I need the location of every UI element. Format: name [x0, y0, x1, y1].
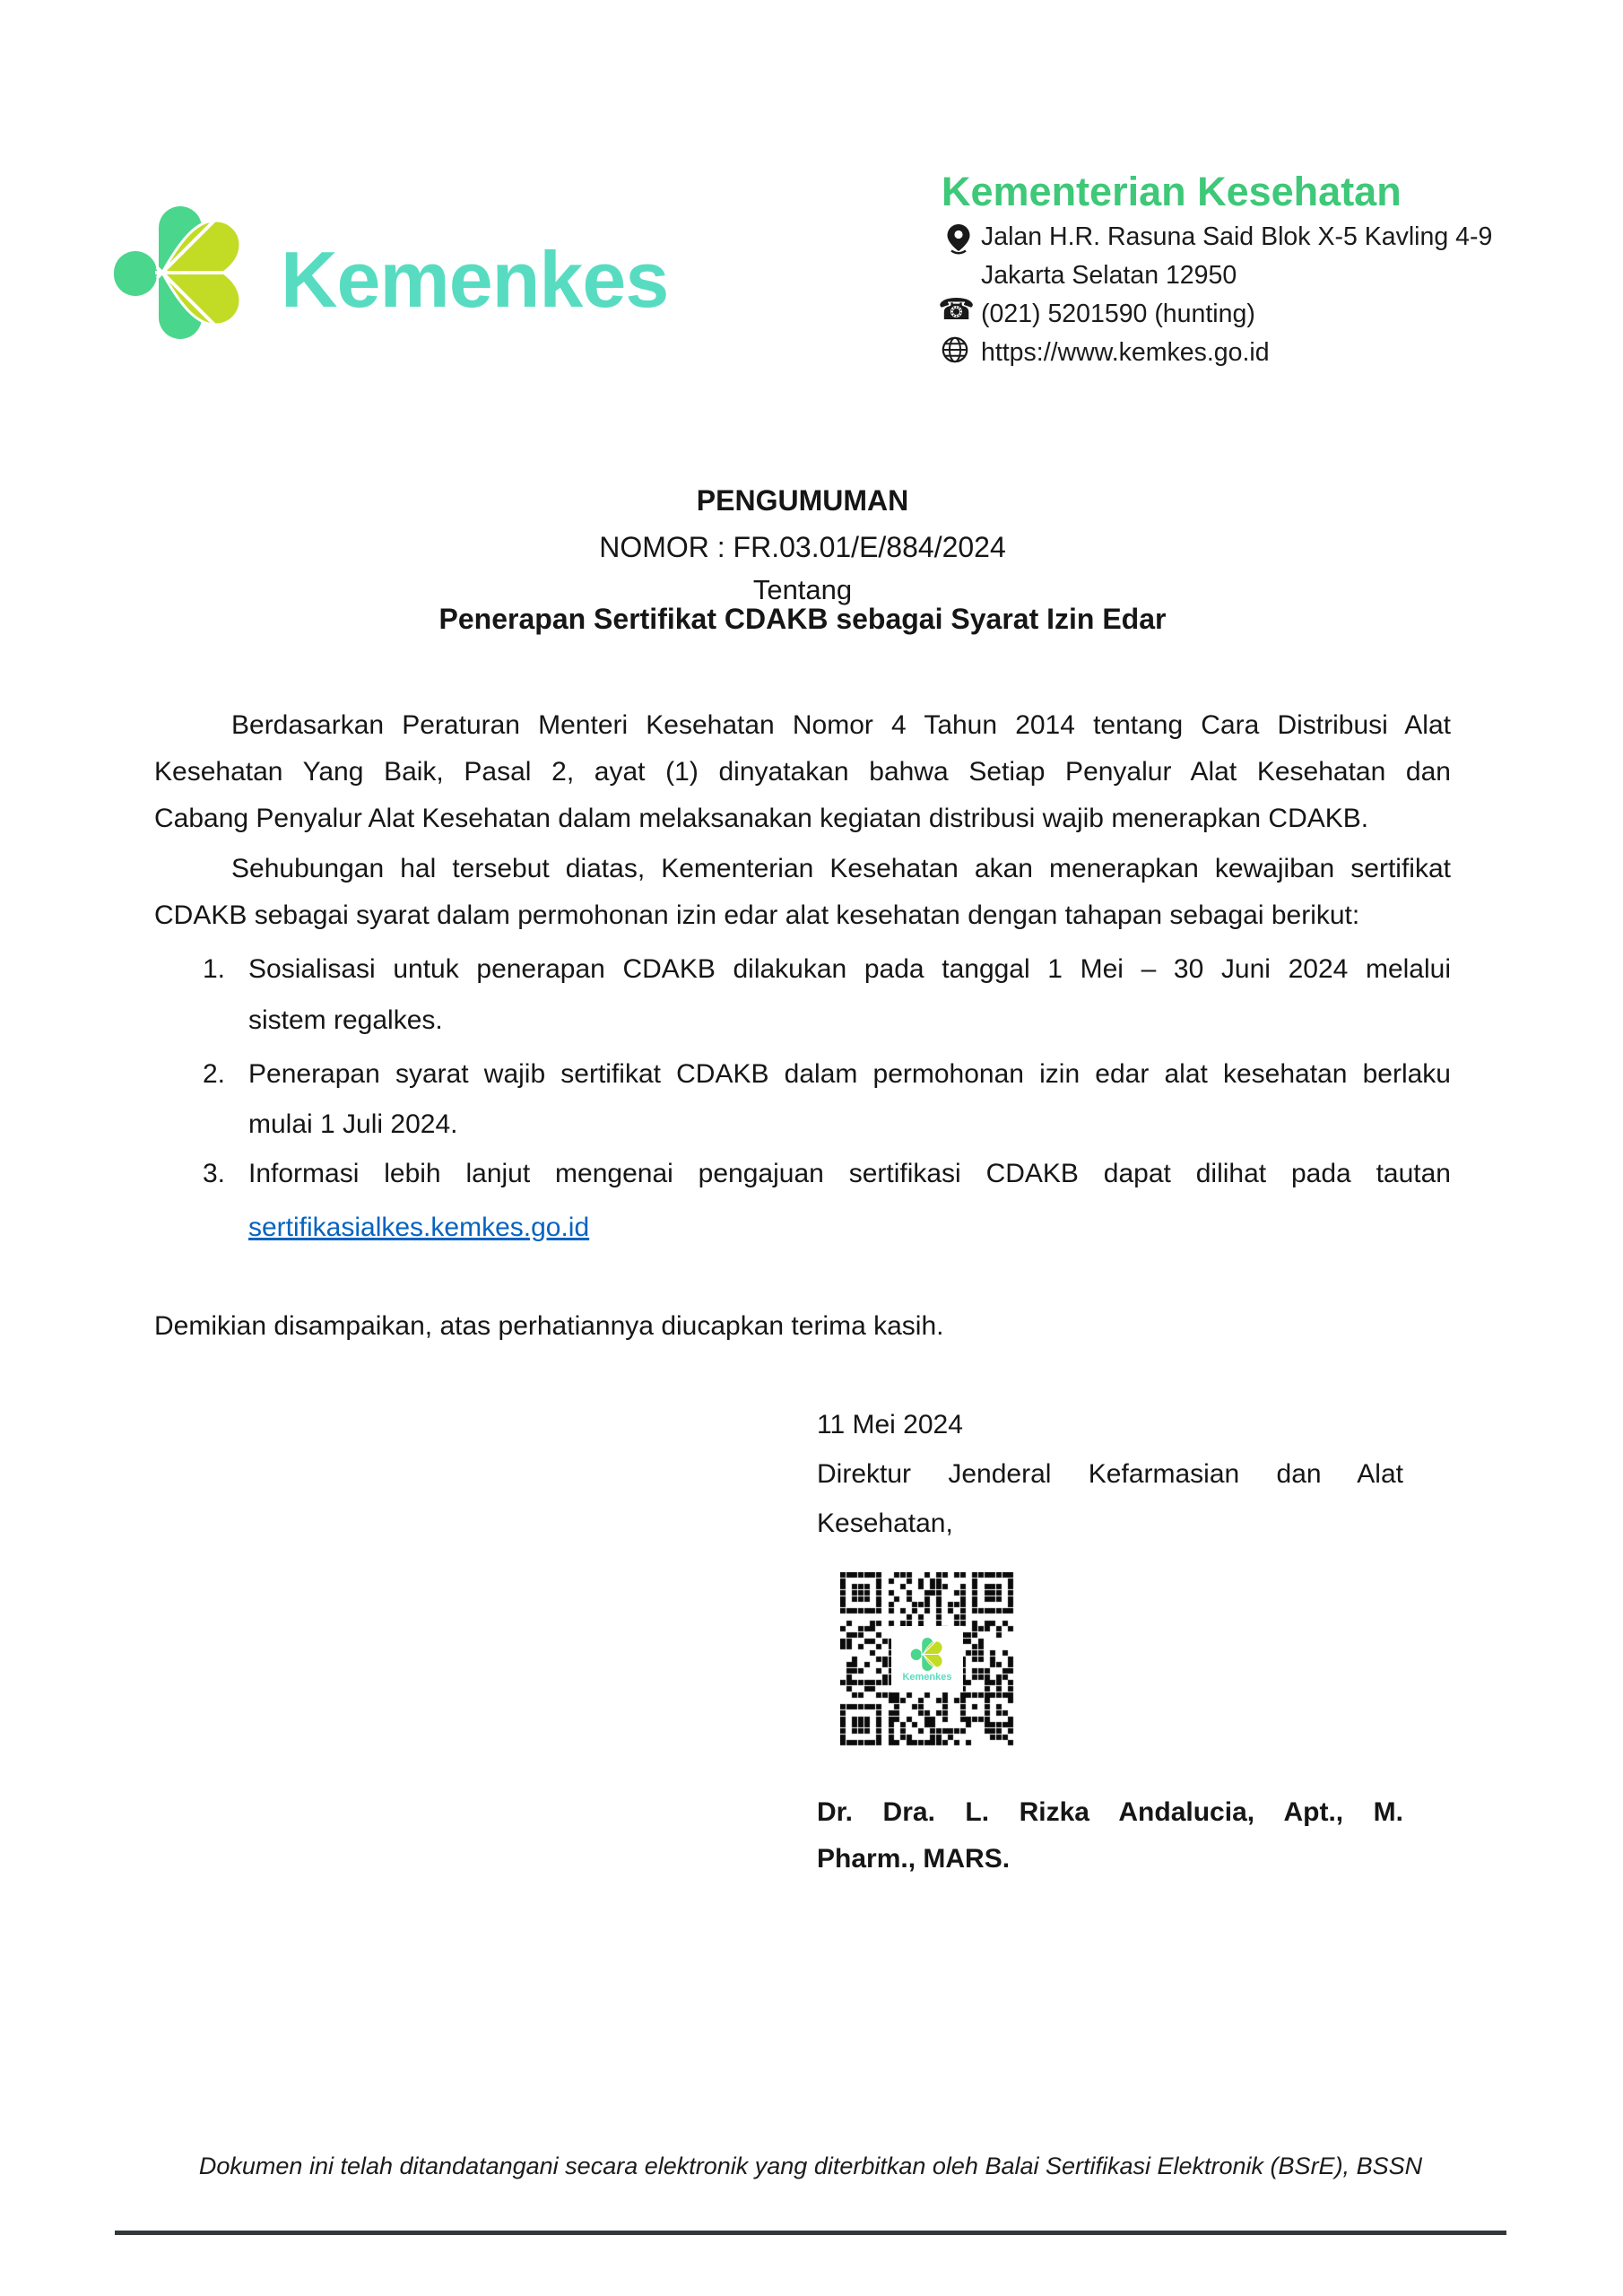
signatory-title-line-1: Direktur Jenderal Kefarmasian dan Alat — [817, 1459, 1403, 1489]
address-line-1: Jalan H.R. Rasuna Said Blok X-5 Kavling 4-9 — [981, 222, 1493, 251]
website-url[interactable]: https://www.kemkes.go.id — [981, 338, 1270, 367]
paragraph-1-line-1: Berdasarkan Peraturan Menteri Kesehatan Nomor 4 Tahun 2014 tentang Cara Distribusi Alat — [231, 710, 1451, 740]
paragraph-1-line-3: Cabang Penyalur Alat Kesehatan dalam melaksanakan kegiatan distribusi wajib menerapkan CDAKB. — [154, 804, 1369, 833]
phone-icon: ☎ — [938, 292, 976, 326]
list-item-2-line-2: mulai 1 Juli 2024. — [248, 1109, 458, 1139]
signatory-name-line-1: Dr. Dra. L. Rizka Andalucia, Apt., M. — [817, 1797, 1403, 1827]
signatory-title-line-2: Kesehatan, — [817, 1509, 953, 1538]
location-pin-icon — [947, 224, 970, 255]
document-number: NOMOR : FR.03.01/E/884/2024 — [599, 531, 1006, 563]
list-item-3-line-1: Informasi lebih lanjut mengenai pengajuan sertifikasi CDAKB dapat dilihat pada tautan — [248, 1159, 1451, 1188]
qr-kemenkes-label: Kemenkes — [902, 1671, 952, 1683]
kemenkes-wordmark: Kemenkes — [281, 235, 669, 324]
document-heading: PENGUMUMAN — [696, 484, 909, 517]
paragraph-2-line-1: Sehubungan hal tersebut diatas, Kementerian Kesehatan akan menerapkan kewajiban sertifikat — [231, 854, 1451, 883]
document-subject: Penerapan Sertifikat CDAKB sebagai Syarat Izin Edar — [438, 603, 1167, 635]
list-item-2-number: 2. — [203, 1059, 226, 1089]
closing-line: Demikian disampaikan, atas perhatiannya diucapkan terima kasih. — [154, 1311, 944, 1341]
digital-signature-qr — [840, 1572, 1014, 1746]
paragraph-1-line-2: Kesehatan Yang Baik, Pasal 2, ayat (1) dinyatakan bahwa Setiap Penyalur Alat Kesehatan dan — [154, 757, 1451, 787]
about-label: Tentang — [752, 574, 853, 605]
signature-date: 11 Mei 2024 — [817, 1410, 963, 1439]
list-item-1-line-1: Sosialisasi untuk penerapan CDAKB dilakukan pada tanggal 1 Mei – 30 Juni 2024 melalui — [248, 954, 1451, 984]
qr-center-logo — [891, 1626, 963, 1692]
qr-kemenkes-flower-icon — [910, 1637, 944, 1671]
address-line-2: Jakarta Selatan 12950 — [981, 261, 1237, 290]
list-item-3-line-2 — [248, 1203, 1451, 1252]
list-item-3-number: 3. — [203, 1159, 226, 1188]
globe-icon — [942, 336, 968, 363]
list-item-1-number: 1. — [203, 954, 226, 984]
list-item-2-line-1: Penerapan syarat wajib sertifikat CDAKB dalam permohonan izin edar alat kesehatan berlaku — [248, 1059, 1451, 1089]
footer-rule — [115, 2231, 1506, 2235]
cdakb-link[interactable]: sertifikasialkes.kemkes.go.id — [248, 1213, 590, 1242]
electronic-signature-disclaimer: Dokumen ini telah ditandatangani secara elektronik yang diterbitkan oleh Balai Sertifikasi Elektronik (BSrE), BSSN — [198, 2152, 1423, 2179]
signatory-name-line-2: Pharm., MARS. — [817, 1844, 1011, 1874]
list-item-1-line-2: sistem regalkes. — [248, 1005, 443, 1035]
ministry-name: Kementerian Kesehatan — [942, 169, 1402, 214]
kemenkes-logo — [112, 203, 247, 339]
paragraph-2-line-2: CDAKB sebagai syarat dalam permohonan izin edar alat kesehatan dengan tahapan sebagai berikut: — [154, 900, 1360, 930]
phone-number: (021) 5201590 (hunting) — [981, 300, 1255, 328]
